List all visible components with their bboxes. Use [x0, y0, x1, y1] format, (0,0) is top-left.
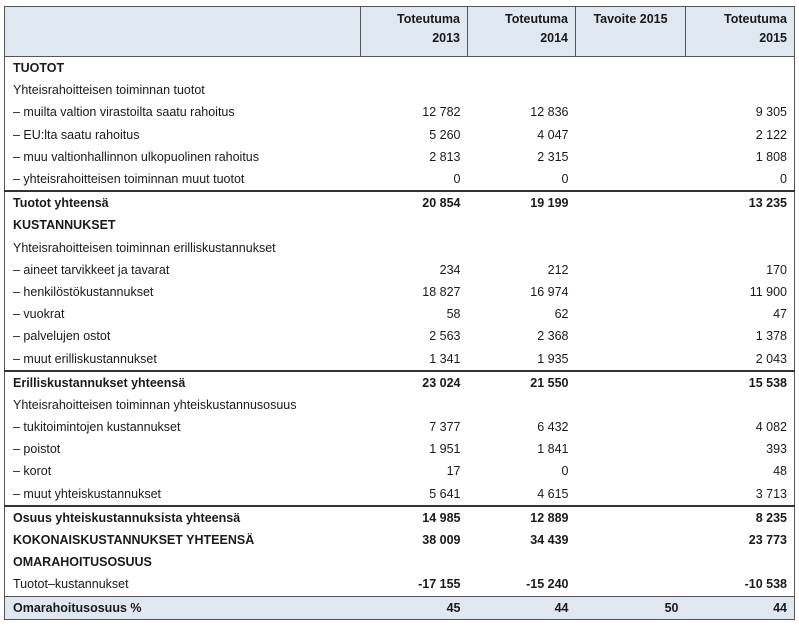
value-2015: 2 043: [686, 347, 795, 370]
value-target-2015: [576, 281, 686, 303]
row-label: TUOTOT: [5, 57, 361, 80]
header-col-target-line1: Tavoite 2015: [593, 12, 668, 26]
value-2013: 20 854: [361, 191, 468, 214]
value-2013: 0: [453, 172, 461, 187]
value-target-2015: [576, 483, 686, 506]
row-label: Yhteisrahoitteisen toiminnan erilliskustannukset: [5, 237, 361, 259]
value-2014: 4 047: [537, 127, 569, 142]
value-2014: 44: [468, 596, 576, 619]
value-2015: 8 235: [686, 506, 795, 529]
value-2013: 58: [446, 307, 461, 322]
table-row: [5, 460, 795, 482]
value-target-2015: [576, 416, 686, 438]
header-col-2013-line1: Toteutuma: [397, 12, 460, 26]
header-row: [5, 7, 795, 57]
value-2014: 4 615: [537, 486, 569, 501]
value-target-2015: [576, 529, 686, 551]
value-2013: 23 024: [361, 371, 468, 394]
value-2013: 2 813: [429, 149, 461, 164]
value-target-2015: [576, 168, 686, 191]
value-target-2015: [576, 551, 686, 573]
table-row: [5, 371, 795, 394]
value-2014: 212: [547, 262, 569, 277]
value-2014: 12 836: [530, 105, 569, 120]
header-col-2015-line1: Toteutuma: [724, 12, 787, 26]
row-label: Tuotot–kustannukset: [5, 573, 361, 596]
row-label: – EU:lta saatu rahoitus: [5, 124, 361, 146]
value-target-2015: [576, 438, 686, 460]
row-label: Yhteisrahoitteisen toiminnan tuotot: [5, 79, 361, 101]
value-2014: 16 974: [530, 284, 569, 299]
row-label: – muu valtionhallinnon ulkopuolinen rahoitus: [5, 146, 361, 168]
table-row: [5, 79, 795, 101]
value-2015: 170: [686, 259, 795, 281]
value-2014: 19 199: [468, 191, 576, 214]
table-row: [5, 506, 795, 529]
value-2014: [468, 551, 576, 573]
value-2015: 48: [686, 460, 795, 482]
table-row: [5, 347, 795, 370]
row-label: – aineet tarvikkeet ja tavarat: [5, 259, 361, 281]
value-target-2015: [576, 259, 686, 281]
value-2013: 7 377: [429, 420, 461, 435]
row-label: – poistot: [5, 438, 361, 460]
value-2013: 5 260: [429, 127, 461, 142]
value-2015: 4 082: [686, 416, 795, 438]
value-2013: 38 009: [422, 533, 461, 548]
table-row: [5, 168, 795, 191]
value-2013: 17: [446, 464, 461, 479]
value-2015: 47: [686, 303, 795, 325]
table-row: [5, 281, 795, 303]
value-target-2015: [576, 237, 686, 259]
row-label: – tukitoimintojen kustannukset: [5, 416, 361, 438]
value-2015: [686, 394, 795, 416]
value-target-2015: [576, 79, 686, 101]
value-2015: 15 538: [686, 371, 795, 394]
value-2014: 1 935: [537, 351, 569, 366]
row-label: KOKONAISKUSTANNUKSET YHTEENSÄ: [5, 529, 361, 551]
value-target-2015: [576, 573, 686, 596]
value-2015: [686, 214, 795, 236]
value-target-2015: [576, 506, 686, 529]
value-target-2015: [576, 460, 686, 482]
value-2014: 62: [554, 307, 569, 322]
value-2013: [361, 237, 468, 259]
value-2013: [361, 394, 468, 416]
value-2013: [361, 551, 468, 573]
value-2014: 34 439: [530, 533, 569, 548]
value-2014: 21 550: [468, 371, 576, 394]
value-target-2015: [576, 325, 686, 347]
value-2015: 1 378: [686, 325, 795, 347]
row-label: Yhteisrahoitteisen toiminnan yhteiskustannusosuus: [5, 394, 361, 416]
header-col-2013: [361, 7, 468, 57]
value-2015: 393: [686, 438, 795, 460]
row-label: – palvelujen ostot: [5, 325, 361, 347]
table-body: [5, 57, 795, 620]
value-2014: -15 240: [526, 577, 569, 592]
row-label: OMARAHOITUSOSUUS: [5, 551, 361, 573]
value-2014: 2 368: [537, 329, 569, 344]
table-row: [5, 483, 795, 506]
table-row: [5, 596, 795, 619]
value-2015: -10 538: [686, 573, 795, 596]
value-2015: [686, 79, 795, 101]
value-2013: 12 782: [422, 105, 461, 120]
value-2013: 18 827: [422, 284, 461, 299]
table-row: [5, 416, 795, 438]
value-2014: 1 841: [537, 442, 569, 457]
row-label: – muut erilliskustannukset: [5, 347, 361, 370]
table-row: [5, 259, 795, 281]
table-header: [5, 7, 795, 57]
value-2013: 1 341: [429, 351, 461, 366]
table-row: [5, 146, 795, 168]
row-label: – muut yhteiskustannukset: [5, 483, 361, 506]
header-col-2014-line2: 2014: [540, 31, 568, 45]
value-target-2015: [576, 124, 686, 146]
value-target-2015: [576, 394, 686, 416]
value-2013: 1 951: [429, 442, 461, 457]
value-2014: [468, 394, 576, 416]
value-2013: 5 641: [429, 486, 461, 501]
table-row: [5, 551, 795, 573]
value-2013: 2 563: [429, 329, 461, 344]
row-label: – henkilöstökustannukset: [5, 281, 361, 303]
funding-cost-table: [4, 6, 795, 620]
value-2013: 14 985: [361, 506, 468, 529]
table-row: [5, 237, 795, 259]
value-2015: 13 235: [686, 191, 795, 214]
value-target-2015: [576, 303, 686, 325]
row-label: – vuokrat: [5, 303, 361, 325]
header-col-target-2015: [576, 7, 686, 57]
value-target-2015: [576, 371, 686, 394]
report-table-container: [4, 6, 794, 620]
value-target-2015: [576, 57, 686, 80]
row-label: – muilta valtion virastoilta saatu rahoitus: [5, 101, 361, 123]
value-2015: [686, 57, 795, 80]
table-row: [5, 191, 795, 214]
value-2014: [468, 237, 576, 259]
table-row: [5, 124, 795, 146]
header-col-2014-line1: Toteutuma: [505, 12, 568, 26]
table-row: [5, 57, 795, 80]
value-2015: [686, 237, 795, 259]
table-row: [5, 394, 795, 416]
row-label: Tuotot yhteensä: [5, 191, 361, 214]
value-2013: 45: [361, 596, 468, 619]
value-2015: [686, 551, 795, 573]
table-row: [5, 529, 795, 551]
value-2014: [468, 79, 576, 101]
value-2014: 0: [561, 464, 569, 479]
value-target-2015: [576, 347, 686, 370]
value-2015: 11 900: [686, 281, 795, 303]
table-row: [5, 214, 795, 236]
table-row: [5, 303, 795, 325]
value-2015: 1 808: [686, 146, 795, 168]
table-row: [5, 438, 795, 460]
value-2014: 2 315: [537, 149, 569, 164]
value-2015: 2 122: [686, 124, 795, 146]
row-label: KUSTANNUKSET: [5, 214, 361, 236]
value-2013: [361, 214, 468, 236]
header-col-2014: [468, 7, 576, 57]
header-label-cell: [5, 7, 361, 57]
value-2015: 44: [686, 596, 795, 619]
table-row: [5, 325, 795, 347]
value-2014: 6 432: [537, 420, 569, 435]
row-label: Erilliskustannukset yhteensä: [5, 371, 361, 394]
value-2014: [468, 214, 576, 236]
value-2014: 0: [561, 172, 569, 187]
value-2013: [361, 57, 468, 80]
value-2013: -17 155: [418, 577, 461, 592]
table-row: [5, 101, 795, 123]
value-target-2015: [576, 101, 686, 123]
value-2014: 12 889: [468, 506, 576, 529]
row-label: Omarahoitusosuus %: [5, 596, 361, 619]
header-col-2015-line2: 2015: [759, 31, 787, 45]
header-col-2015: [686, 7, 795, 57]
value-2013: 234: [439, 262, 461, 277]
table-row: [5, 573, 795, 596]
value-2015: 3 713: [686, 483, 795, 506]
value-2014: [468, 57, 576, 80]
value-target-2015: [576, 214, 686, 236]
row-label: – yhteisrahoitteisen toiminnan muut tuotot: [5, 168, 361, 191]
value-2015: 9 305: [686, 101, 795, 123]
row-label: – korot: [5, 460, 361, 482]
value-2015: 0: [686, 168, 795, 191]
value-2015: 23 773: [686, 529, 795, 551]
value-target-2015: [576, 146, 686, 168]
value-target-2015: 50: [576, 596, 686, 619]
value-2013: [361, 79, 468, 101]
header-col-2013-line2: 2013: [432, 31, 460, 45]
value-target-2015: [576, 191, 686, 214]
row-label: Osuus yhteiskustannuksista yhteensä: [5, 506, 361, 529]
